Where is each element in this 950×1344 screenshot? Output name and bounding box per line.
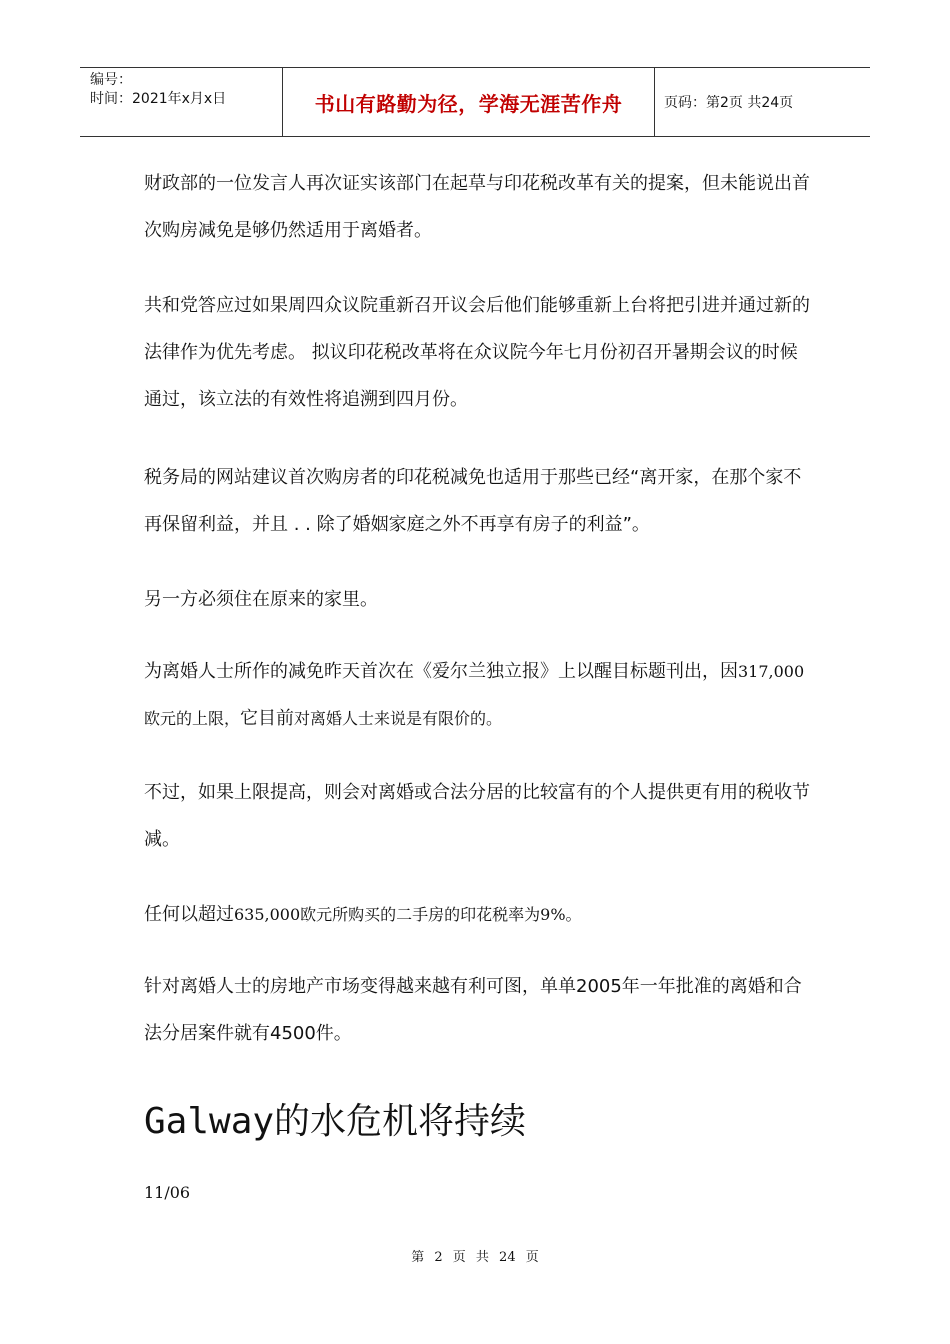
header-meta [80, 68, 282, 136]
paragraph-2: 共和党答应过如果周四众议院重新召开议会后他们能够重新上台将把引进并通过新的法律作为优先考虑。 拟议印花税改革将在众议院今年七月份初召开暑期会议的时候通过，该立法的有效性将追溯到四月份。 [144, 295, 810, 410]
paragraph-3: 税务局的网站建议首次购房者的印花税减免也适用于那些已经“离开家，在那个家不再保留利益，并且 . . 除了婚姻家庭之外不再享有房子的利益”。 [144, 467, 802, 535]
paragraph-5-part-4: 对离婚人士来说是有限价的。 [294, 709, 503, 728]
article-date: 11/06 [144, 1183, 191, 1202]
paragraph-5 [144, 648, 814, 742]
serial-label: 编号： [90, 72, 132, 88]
paragraph-4: 另一方必须住在原来的家里。 [144, 589, 378, 610]
header-motto: 书山有路勤为径，学海无涯苦作舟 [282, 68, 655, 136]
paragraph-7-part-1: 任何以超过 [144, 904, 234, 925]
paragraph-7 [144, 891, 814, 938]
paragraph-7-part-2: 635,000欧元所购买的二手房的印花税率为9%。 [234, 905, 582, 924]
section-heading: Galway的水危机将持续 [144, 1101, 527, 1142]
paragraph-5-part-2: 317,000欧元的上限， [144, 662, 805, 728]
header-page-info: 页码：第2页 共24页 [664, 95, 794, 111]
page-footer: 第 2 页 共 24 页 [411, 1250, 539, 1265]
document-header [80, 67, 870, 137]
paragraph-6: 不过，如果上限提高，则会对离婚或合法分居的比较富有的个人提供更有用的税收节减。 [144, 782, 810, 850]
paragraph-8: 针对离婚人士的房地产市场变得越来越有利可图，单单2005年一年批准的离婚和合法分居案件就有4500件。 [144, 976, 802, 1044]
paragraph-5-part-3: 它目前 [240, 708, 295, 729]
paragraph-5-part-1: 为离婚人士所作的减免昨天首次在《爱尔兰独立报》上以醒目标题刊出，因 [144, 661, 738, 682]
paragraph-1: 财政部的一位发言人再次证实该部门在起草与印花税改革有关的提案，但未能说出首次购房减免是够仍然适用于离婚者。 [144, 173, 810, 241]
time-label: 时间：2021年x月x日 [90, 91, 227, 107]
